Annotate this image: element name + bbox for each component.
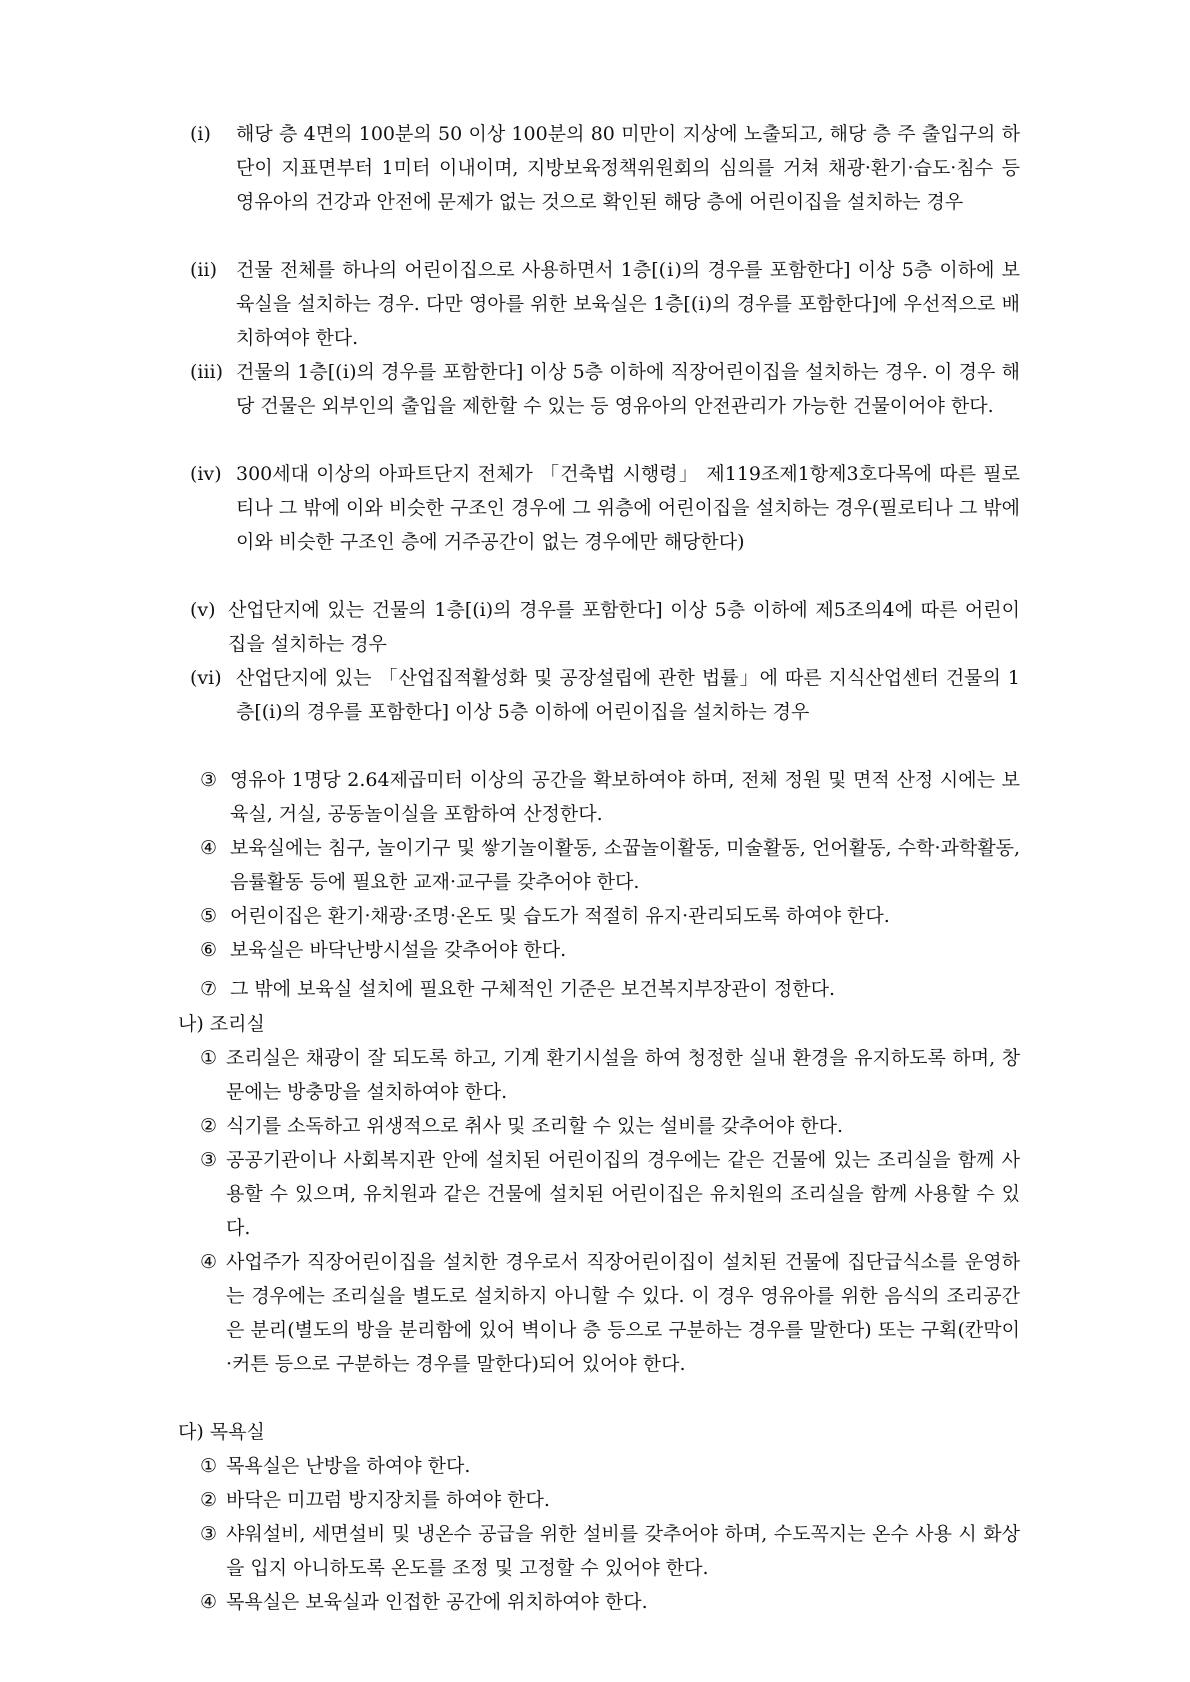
- roman-item-2: [190, 253, 1020, 355]
- item-marker: ③: [200, 769, 218, 791]
- item-marker: ①: [200, 1455, 218, 1477]
- item-marker: ④: [200, 1251, 218, 1273]
- care-room-item-5: [200, 899, 1020, 933]
- bathroom-heading: 다) 목욕실: [178, 1421, 265, 1443]
- care-room-item-4: [200, 831, 1020, 899]
- item-marker: ⑦: [200, 978, 218, 1000]
- kitchen-item-3: [200, 1143, 1020, 1245]
- bathroom-item-4: [200, 1585, 1020, 1619]
- item-text: 목욕실은 보육실과 인접한 공간에 위치하여야 한다.: [226, 1591, 648, 1613]
- bathroom-item-1: [200, 1449, 1020, 1483]
- kitchen-item-1: [200, 1041, 1020, 1109]
- roman-item-3: [190, 355, 1020, 423]
- kitchen-heading: 나) 조리실: [178, 1013, 265, 1035]
- item-text: 식기를 소독하고 위생적으로 취사 및 조리할 수 있는 설비를 갖추어야 한다.: [226, 1115, 844, 1137]
- item-marker: ⑥: [200, 939, 218, 961]
- item-marker: (v): [190, 599, 216, 621]
- item-marker: ④: [200, 1591, 218, 1613]
- item-text: 보육실에는 침구, 놀이기구 및 쌓기놀이활동, 소꿉놀이활동, 미술활동, 언어활동, 수학·과학활동, 음률활동 등에 필요한 교재·교구를 갖추어야 한다.: [230, 837, 1020, 893]
- item-marker: ④: [200, 837, 218, 859]
- item-marker: ③: [200, 1149, 218, 1171]
- bathroom-item-2: [200, 1483, 1020, 1517]
- item-text: 샤워설비, 세면설비 및 냉온수 공급을 위한 설비를 갖추어야 하며, 수도꼭지는 온수 사용 시 화상을 입지 아니하도록 온도를 조정 및 고정할 수 있어야 한다.: [226, 1523, 1020, 1579]
- item-text: 300세대 이상의 아파트단지 전체가 「건축법 시행령」 제119조제1항제3호다목에 따른 필로티나 그 밖에 이와 비슷한 구조인 경우에 그 위층에 어린이집을 설치하는 경우(필로티나 그 밖에 이와 비슷한 구조인 층에 거주공간이 없는 경우에만 해당한다): [236, 463, 1020, 553]
- roman-item-1: [190, 117, 1020, 219]
- kitchen-item-2: [200, 1109, 1020, 1143]
- care-room-item-3: [200, 763, 1020, 831]
- item-marker: (ⅳ): [190, 463, 222, 485]
- item-text: 공공기관이나 사회복지관 안에 설치된 어린이집의 경우에는 같은 건물에 있는 조리실을 함께 사용할 수 있으며, 유치원과 같은 건물에 설치된 어린이집은 유치원의 조리실을 함께 사용할 수 있다.: [226, 1149, 1020, 1239]
- item-text: 바닥은 미끄럼 방지장치를 하여야 한다.: [226, 1489, 550, 1511]
- item-marker: (ⅰ): [190, 123, 211, 145]
- item-marker: (ⅱ): [190, 259, 217, 281]
- item-marker: (vi): [190, 667, 222, 689]
- item-marker: ②: [200, 1115, 218, 1137]
- item-text: 산업단지에 있는 「산업집적활성화 및 공장설립에 관한 법률」에 따른 지식산업센터 건물의 1층[(i)의 경우를 포함한다] 이상 5층 이하에 어린이집을 설치하는 경우: [236, 667, 1020, 723]
- item-text: 목욕실은 난방을 하여야 한다.: [226, 1455, 471, 1477]
- bathroom-item-3: [200, 1517, 1020, 1585]
- item-marker: ③: [200, 1523, 218, 1545]
- item-text: 산업단지에 있는 건물의 1층[(i)의 경우를 포함한다] 이상 5층 이하에 제5조의4에 따른 어린이집을 설치하는 경우: [228, 599, 1020, 655]
- roman-item-5: [190, 593, 1020, 661]
- item-text: 그 밖에 보육실 설치에 필요한 구체적인 기준은 보건복지부장관이 정한다.: [230, 978, 835, 1000]
- item-marker: (ⅲ): [190, 361, 224, 383]
- kitchen-item-4: [200, 1245, 1020, 1381]
- item-text: 영유아 1명당 2.64제곱미터 이상의 공간을 확보하여야 하며, 전체 정원 및 면적 산정 시에는 보육실, 거실, 공동놀이실을 포함하여 산정한다.: [230, 769, 1020, 825]
- item-marker: ①: [200, 1047, 218, 1069]
- item-marker: ⑤: [200, 905, 218, 927]
- roman-item-4: [190, 457, 1020, 559]
- care-room-item-6: [200, 933, 1020, 967]
- item-text: 어린이집은 환기·채광·조명·온도 및 습도가 적절히 유지·관리되도록 하여야 한다.: [230, 905, 890, 927]
- item-text: 보육실은 바닥난방시설을 갖추어야 한다.: [230, 939, 567, 961]
- care-room-item-7: [200, 972, 1020, 1006]
- item-text: 사업주가 직장어린이집을 설치한 경우로서 직장어린이집이 설치된 건물에 집단급식소를 운영하는 경우에는 조리실을 별도로 설치하지 아니할 수 있다. 이 경우 영유아를 위한 음식의 조리공간은 분리(별도의 방을 분리함에 있어 벽이나 층 등으로 구분하는 경우를 말한다) 또는 구획(칸막이·커튼 등으로 구분하는 경우를 말한다)되어 있어야 한다.: [226, 1251, 1020, 1375]
- item-marker: ②: [200, 1489, 218, 1511]
- item-text: 건물 전체를 하나의 어린이집으로 사용하면서 1층[(ⅰ)의 경우를 포함한다] 이상 5층 이하에 보육실을 설치하는 경우. 다만 영아를 위한 보육실은 1층[(ⅰ)의 경우를 포함한다]에 우선적으로 배치하여야 한다.: [236, 259, 1020, 349]
- item-text: 조리실은 채광이 잘 되도록 하고, 기계 환기시설을 하여 청정한 실내 환경을 유지하도록 하며, 창문에는 방충망을 설치하여야 한다.: [226, 1047, 1020, 1103]
- item-text: 해당 층 4면의 100분의 50 이상 100분의 80 미만이 지상에 노출되고, 해당 층 주 출입구의 하단이 지표면부터 1미터 이내이며, 지방보육정책위원회의 심의를 거쳐 채광·환기·습도·침수 등 영유아의 건강과 안전에 문제가 없는 것으로 확인된 해당 층에 어린이집을 설치하는 경우: [236, 123, 1020, 213]
- item-text: 건물의 1층[(ⅰ)의 경우를 포함한다] 이상 5층 이하에 직장어린이집을 설치하는 경우. 이 경우 해당 건물은 외부인의 출입을 제한할 수 있는 등 영유아의 안전관리가 가능한 건물이어야 한다.: [236, 361, 1020, 417]
- roman-item-6: [190, 661, 1020, 729]
